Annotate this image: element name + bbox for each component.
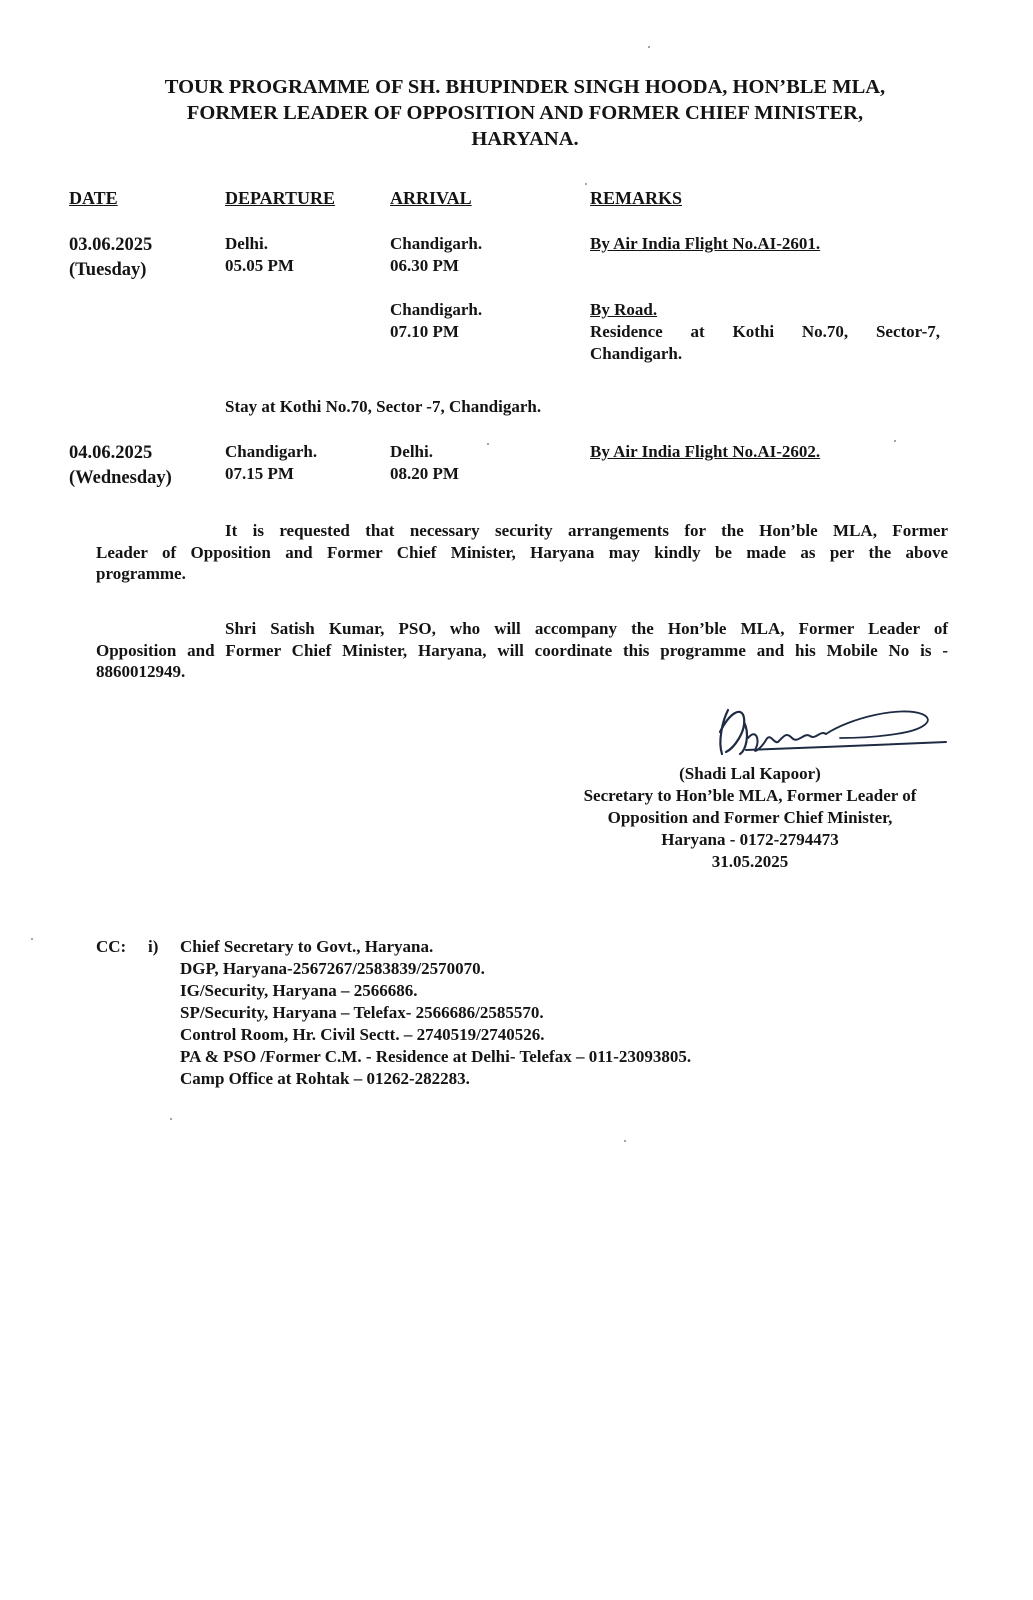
cc-label: CC: — [96, 937, 127, 956]
cc-item-text: Chief Secretary to Govt., Haryana. — [180, 937, 434, 956]
cc-item — [96, 936, 691, 958]
scan-speck — [894, 440, 896, 442]
remarks-line: Chandigarh. — [590, 343, 683, 363]
signatory-designation-line: Opposition and Former Chief Minister, — [607, 808, 893, 827]
day2-arrival-place: Delhi. — [390, 442, 433, 461]
day1-leg1-arrival-time: 06.30 PM — [390, 256, 459, 275]
title-line: TOUR PROGRAMME OF SH. BHUPINDER SINGH HOODA, HON’BLE MLA, — [164, 76, 886, 98]
day1-leg1-departure-place: Delhi. — [225, 234, 268, 253]
scan-speck — [648, 46, 650, 48]
day1-leg1-remarks: By Air India Flight No.AI-2601. — [590, 234, 821, 253]
scan-speck — [585, 183, 587, 185]
security-request-paragraph — [96, 520, 948, 585]
day1-leg2-remarks-title: By Road. — [590, 300, 658, 319]
day2-departure-time: 07.15 PM — [225, 464, 294, 483]
cc-item: PA & PSO /Former C.M. - Residence at Delhi- Telefax – 011-23093805. — [180, 1047, 692, 1066]
remarks-line: Residence at Kothi No.70, Sector-7, — [590, 322, 940, 341]
cc-list — [96, 936, 691, 1090]
title-line: FORMER LEADER OF OPPOSITION AND FORMER CHIEF MINISTER, — [186, 102, 864, 124]
signatory-phone: Haryana - 0172-2794473 — [661, 830, 839, 849]
paragraph-line: programme. — [96, 564, 186, 583]
signature-block — [560, 763, 940, 873]
document-title — [100, 74, 950, 152]
scan-speck — [487, 443, 489, 445]
cc-item: DGP, Haryana-2567267/2583839/2570070. — [180, 959, 485, 978]
header-remarks: REMARKS — [590, 188, 683, 208]
day1-weekday: (Tuesday) — [69, 260, 147, 280]
paragraph-line: Shri Satish Kumar, PSO, who will accompany the Hon’ble MLA, Former Leader of — [225, 619, 948, 638]
pso-coordination-paragraph — [96, 618, 948, 683]
scan-speck — [624, 1140, 626, 1142]
day1-stay: Stay at Kothi No.70, Sector -7, Chandigarh. — [225, 397, 542, 416]
paragraph-line: It is requested that necessary security arrangements for the Hon’ble MLA, Former — [225, 521, 948, 540]
day2-weekday: (Wednesday) — [69, 468, 172, 488]
day2-arrival-time: 08.20 PM — [390, 464, 459, 483]
scan-speck — [31, 938, 33, 940]
day1-leg2-remarks-body — [590, 321, 940, 364]
signatory-name: (Shadi Lal Kapoor) — [679, 764, 821, 783]
cc-numeral: i) — [148, 937, 159, 956]
cc-item: SP/Security, Haryana – Telefax- 2566686/2585570. — [180, 1003, 544, 1022]
day1-leg2-arrival-time: 07.10 PM — [390, 322, 459, 341]
paragraph-line: 8860012949. — [96, 662, 186, 681]
header-date: DATE — [69, 188, 118, 208]
header-arrival: ARRIVAL — [390, 188, 472, 208]
day2-remarks: By Air India Flight No.AI-2602. — [590, 442, 821, 461]
day1-leg1-departure-time: 05.05 PM — [225, 256, 294, 275]
day1-date: 03.06.2025 — [69, 235, 153, 255]
title-line: HARYANA. — [471, 128, 579, 150]
day2-departure-place: Chandigarh. — [225, 442, 318, 461]
signatory-designation-line: Secretary to Hon’ble MLA, Former Leader of — [583, 786, 917, 805]
day1-leg1-arrival-place: Chandigarh. — [390, 234, 483, 253]
day2-date: 04.06.2025 — [69, 443, 153, 463]
cc-item: Control Room, Hr. Civil Sectt. – 2740519/2740526. — [180, 1025, 545, 1044]
signature-date: 31.05.2025 — [711, 852, 789, 871]
paragraph-line: Opposition and Former Chief Minister, Haryana, will coordinate this programme and his Mobile No is - — [96, 640, 948, 660]
cc-item: IG/Security, Haryana – 2566686. — [180, 981, 418, 1000]
day1-leg2-arrival-place: Chandigarh. — [390, 300, 483, 319]
header-departure: DEPARTURE — [225, 188, 336, 208]
cc-item: Camp Office at Rohtak – 01262-282283. — [180, 1069, 470, 1088]
scan-speck — [170, 1118, 172, 1120]
paragraph-line: Leader of Opposition and Former Chief Minister, Haryana may kindly be made as per the above — [96, 542, 948, 562]
